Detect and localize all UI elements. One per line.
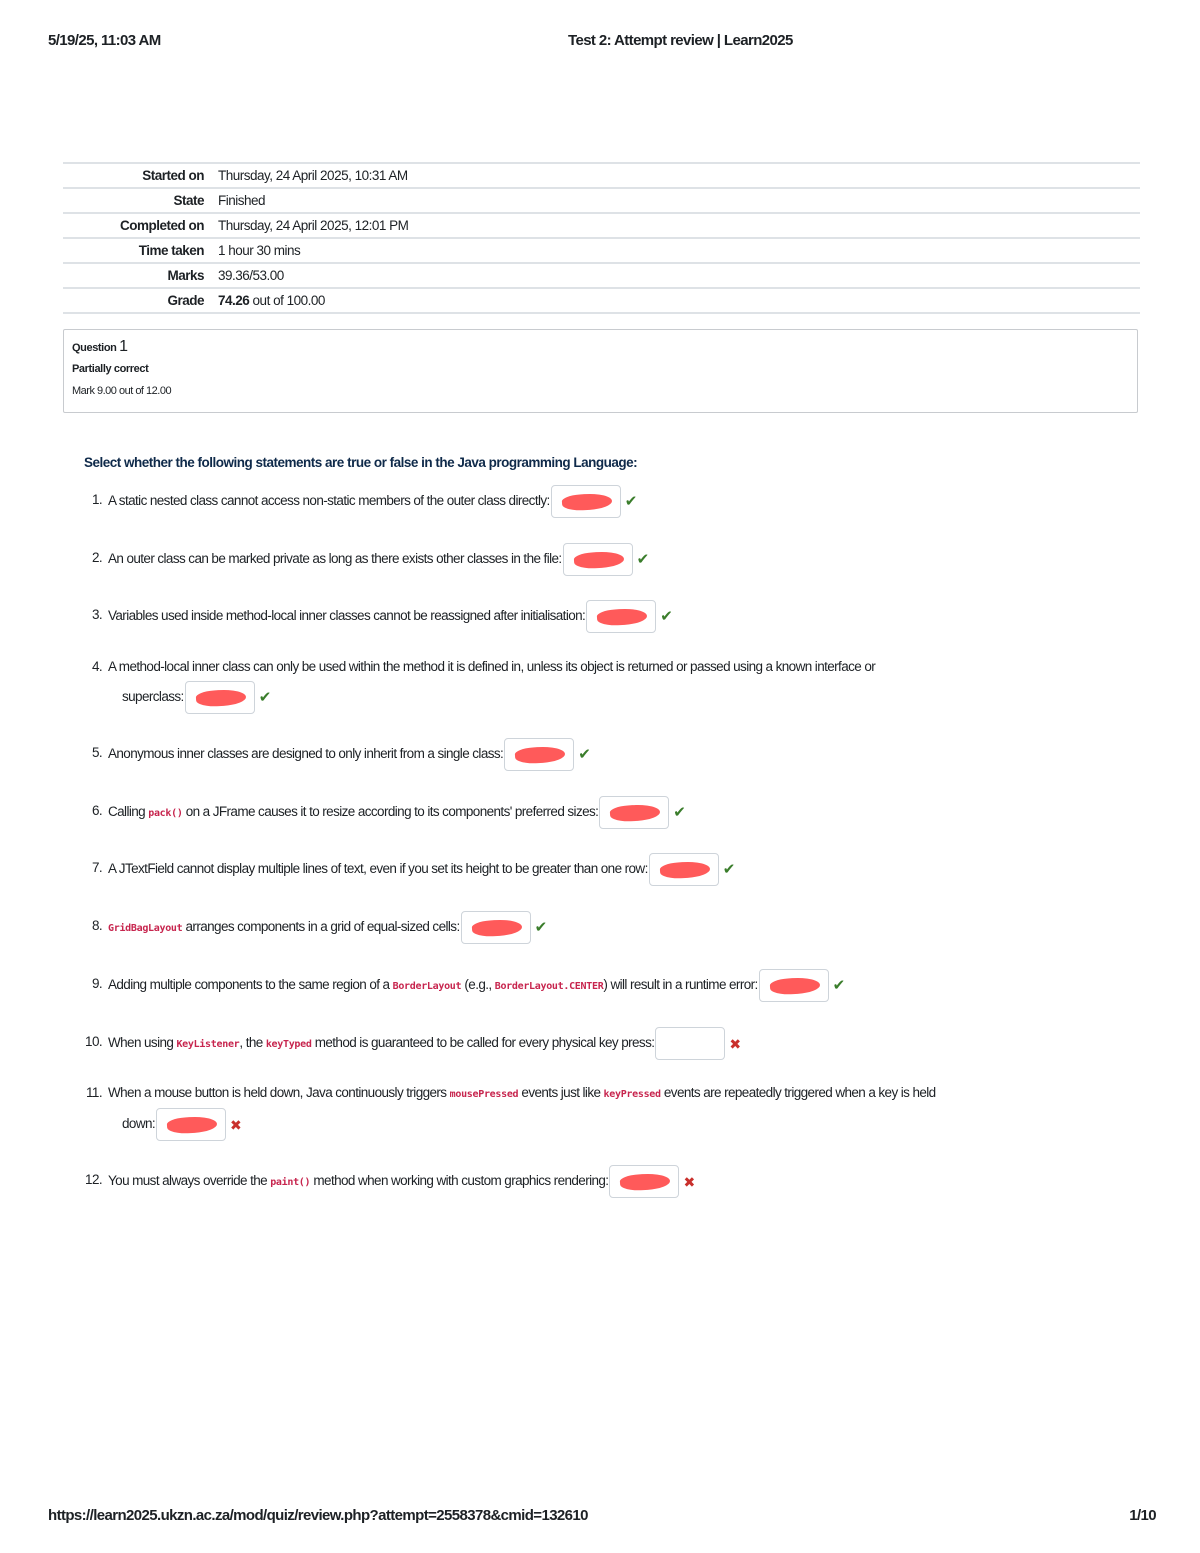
answer-select[interactable] xyxy=(504,738,574,771)
summary-label: Grade xyxy=(63,288,218,313)
print-url: https://learn2025.ukzn.ac.za/mod/quiz/review.php?attempt=2558378&cmid=132610 xyxy=(48,1507,588,1524)
summary-value: 39.36/53.00 xyxy=(218,263,1140,288)
redaction-mark xyxy=(167,1115,218,1134)
statement-text: on a JFrame causes it to resize according to its components' preferred sizes: xyxy=(182,804,599,820)
check-icon: ✔ xyxy=(578,745,591,763)
statement-number: 10. xyxy=(85,1034,102,1049)
statement-item xyxy=(86,1078,1118,1110)
statement-text: ) will result in a runtime error: xyxy=(603,977,758,993)
statement-text: method is guaranteed to be called for every physical key press: xyxy=(311,1035,655,1051)
statement-item xyxy=(91,796,686,829)
question-info-box xyxy=(63,329,1138,413)
statement-text: Adding multiple components to the same region of a xyxy=(108,977,393,993)
statement-item xyxy=(91,853,735,886)
cross-icon: ✖ xyxy=(230,1116,242,1133)
statement-text: Anonymous inner classes are designed to only inherit from a single class: xyxy=(108,746,504,762)
summary-value xyxy=(218,288,1140,313)
statement-item xyxy=(91,652,1068,682)
redaction-mark xyxy=(573,550,624,569)
statement-item-continued xyxy=(122,681,271,714)
cross-icon: ✖ xyxy=(729,1035,741,1052)
statement-text: You must always override the xyxy=(108,1173,271,1189)
answer-select[interactable] xyxy=(586,600,656,633)
statement-item-continued xyxy=(122,1108,241,1141)
summary-label: Time taken xyxy=(63,238,218,263)
summary-value: Thursday, 24 April 2025, 10:31 AM xyxy=(218,163,1140,188)
answer-select[interactable] xyxy=(551,485,621,518)
summary-label: Started on xyxy=(63,163,218,188)
redaction-mark xyxy=(620,1172,671,1191)
check-icon: ✔ xyxy=(832,976,845,994)
cross-icon: ✖ xyxy=(683,1173,695,1190)
statement-text: When using xyxy=(108,1035,177,1051)
statement-number: 5. xyxy=(91,745,102,760)
answer-select[interactable] xyxy=(599,796,669,829)
question-state: Partially correct xyxy=(72,363,149,375)
statement-item xyxy=(85,1027,741,1060)
page-number: 1/10 xyxy=(1129,1507,1156,1524)
code-snippet: mousePressed xyxy=(449,1089,519,1100)
statement-text: down: xyxy=(122,1116,156,1132)
statement-number: 4. xyxy=(91,659,102,674)
redaction-mark xyxy=(561,492,612,511)
redaction-mark xyxy=(471,918,522,937)
question-number xyxy=(72,338,1129,358)
statement-number: 1. xyxy=(91,492,102,507)
code-snippet: keyTyped xyxy=(265,1039,312,1051)
question-label: Question xyxy=(72,342,117,354)
statement-item xyxy=(91,969,845,1002)
statement-text: superclass: xyxy=(122,689,184,705)
statement-item xyxy=(91,543,649,576)
code-snippet: pack() xyxy=(148,808,183,820)
statement-text: A static nested class cannot access non-static members of the outer class directly: xyxy=(108,493,550,509)
summary-row xyxy=(63,188,1140,213)
summary-label: Completed on xyxy=(63,213,218,238)
check-icon: ✔ xyxy=(534,918,547,936)
code-snippet: BorderLayout.CENTER xyxy=(494,981,604,993)
redaction-mark xyxy=(195,688,246,707)
check-icon: ✔ xyxy=(722,860,735,878)
question-prompt: Select whether the following statements are true or false in the Java programming Language: xyxy=(84,455,638,470)
print-date: 5/19/25, 11:03 AM xyxy=(48,32,161,49)
answer-select[interactable] xyxy=(185,681,255,714)
statement-text: Calling xyxy=(108,804,149,820)
code-snippet: GridBagLayout xyxy=(108,923,183,935)
code-snippet: KeyListener xyxy=(176,1039,240,1051)
answer-select[interactable] xyxy=(649,853,719,886)
summary-label: State xyxy=(63,188,218,213)
code-snippet: paint() xyxy=(270,1177,311,1189)
answer-select[interactable] xyxy=(759,969,829,1002)
statement-number: 8. xyxy=(91,918,102,933)
answer-select[interactable] xyxy=(563,543,633,576)
redaction-mark xyxy=(515,745,566,764)
answer-select[interactable] xyxy=(156,1108,226,1141)
print-title: Test 2: Attempt review | Learn2025 xyxy=(568,32,793,49)
statement-text: events are repeatedly triggered when a key is held xyxy=(660,1085,936,1100)
statement-text: A method-local inner class can only be used within the method it is defined in, unless its object is returned or passed using a known interface or xyxy=(108,659,876,674)
redaction-mark xyxy=(659,860,710,879)
statement-number: 12. xyxy=(85,1172,102,1187)
check-icon: ✔ xyxy=(636,550,649,568)
statement-text: When a mouse button is held down, Java continuously triggers xyxy=(108,1085,450,1100)
check-icon: ✔ xyxy=(660,607,673,625)
redaction-mark xyxy=(597,607,648,626)
statement-item xyxy=(91,485,637,518)
redaction-mark xyxy=(610,803,661,822)
question-mark: Mark 9.00 out of 12.00 xyxy=(72,385,172,397)
summary-value: 1 hour 30 mins xyxy=(218,238,1140,263)
summary-row xyxy=(63,288,1140,313)
question-number-value: 1 xyxy=(119,338,128,355)
summary-value: Finished xyxy=(218,188,1140,213)
summary-row xyxy=(63,238,1140,263)
statement-item xyxy=(85,1165,695,1198)
check-icon: ✔ xyxy=(258,688,271,706)
answer-select[interactable] xyxy=(609,1165,679,1198)
statement-number: 9. xyxy=(91,976,102,991)
statement-number: 6. xyxy=(91,803,102,818)
code-snippet: BorderLayout xyxy=(392,981,462,993)
statement-number: 2. xyxy=(91,550,102,565)
summary-label: Marks xyxy=(63,263,218,288)
statement-text: method when working with custom graphics rendering: xyxy=(310,1173,609,1189)
statement-text: Variables used inside method-local inner classes cannot be reassigned after initialisation: xyxy=(108,608,586,624)
summary-value: Thursday, 24 April 2025, 12:01 PM xyxy=(218,213,1140,238)
grade-out-of: out of 100.00 xyxy=(249,293,325,308)
print-header xyxy=(48,32,1152,52)
statement-text: (e.g., xyxy=(461,977,495,993)
attempt-summary-table xyxy=(63,162,1140,314)
print-footer xyxy=(48,1507,1156,1527)
statement-text: , the xyxy=(239,1035,266,1051)
answer-select[interactable] xyxy=(461,911,531,944)
statement-item xyxy=(91,600,673,633)
summary-row xyxy=(63,163,1140,188)
statement-item xyxy=(91,738,591,771)
statement-number: 7. xyxy=(91,860,102,875)
statement-number: 3. xyxy=(91,607,102,622)
grade-value: 74.26 xyxy=(218,293,250,308)
check-icon: ✔ xyxy=(673,803,686,821)
code-snippet: keyPressed xyxy=(603,1089,661,1100)
statement-text: events just like xyxy=(518,1085,604,1100)
statement-text: A JTextField cannot display multiple lines of text, even if you set its height to be greater than one row: xyxy=(108,861,648,877)
summary-row xyxy=(63,213,1140,238)
statement-item xyxy=(91,911,547,944)
statement-text: arranges components in a grid of equal-sized cells: xyxy=(182,919,460,935)
check-icon: ✔ xyxy=(624,492,637,510)
statement-text: An outer class can be marked private as long as there exists other classes in the file: xyxy=(108,551,562,567)
summary-row xyxy=(63,263,1140,288)
statement-number: 11. xyxy=(86,1085,102,1100)
answer-select[interactable] xyxy=(655,1027,725,1060)
redaction-mark xyxy=(769,976,820,995)
